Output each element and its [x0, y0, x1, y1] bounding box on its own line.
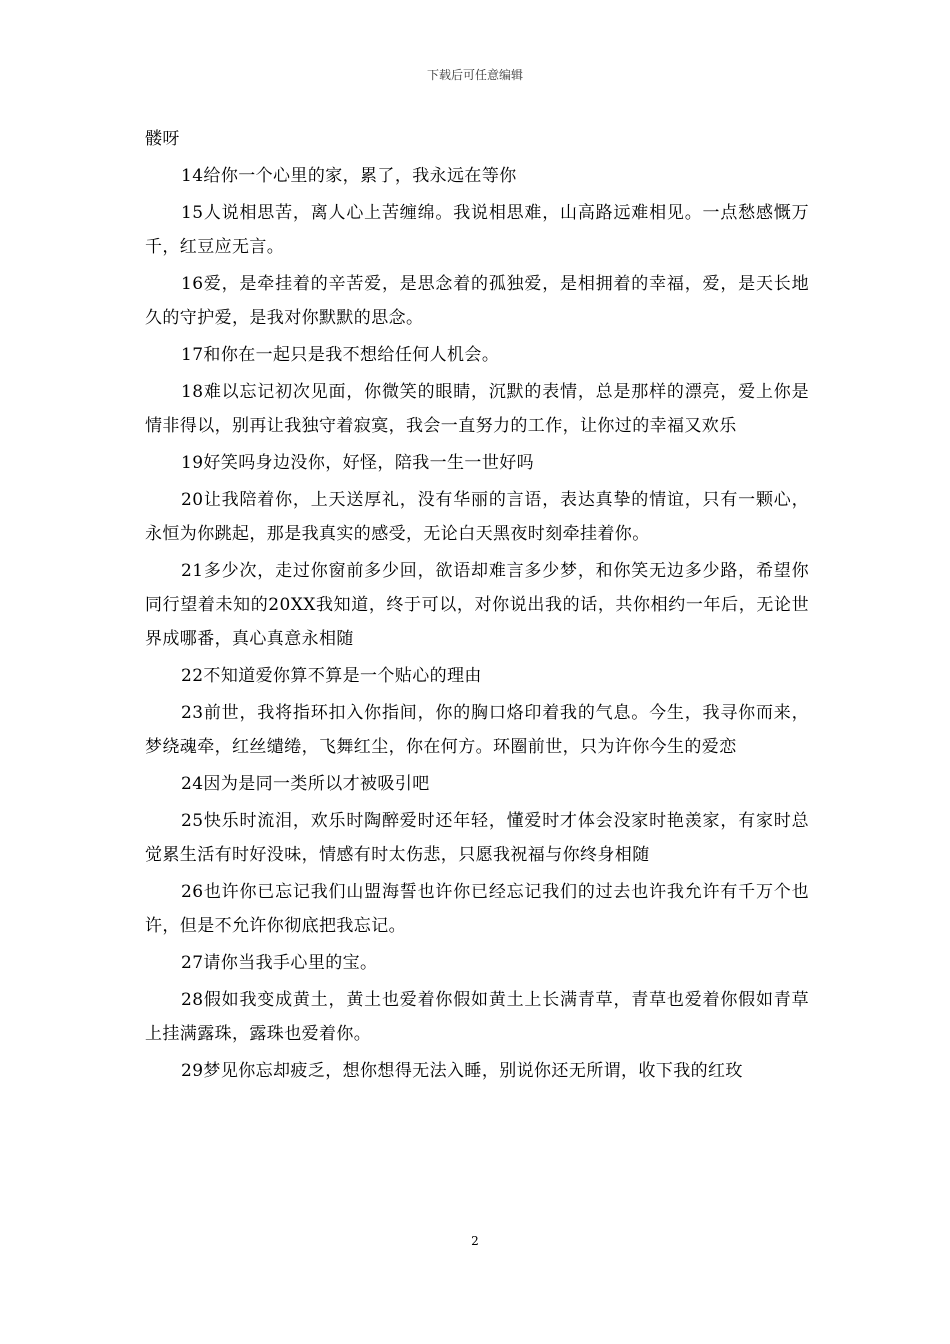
page-number: 2 — [471, 1234, 479, 1248]
paragraph-19: 19好笑吗身边没你，好怪，陪我一生一世好吗 — [181, 453, 535, 473]
paragraph-26: 26也许你已忘记我们山盟海誓也许你已经忘记我们的过去也许我允许有千万个也许，但是不允许你彻底把我忘记。 — [145, 882, 809, 936]
paragraph-17: 17和你在一起只是我不想给任何人机会。 — [181, 345, 500, 365]
paragraph-28: 28假如我变成黄土，黄土也爱着你假如黄土上长满青草，青草也爱着你假如青草上挂满露珠，露珠也爱着你。 — [145, 990, 809, 1044]
paragraph-15: 15人说相思苦，离人心上苦缠绵。我说相思难，山高路远难相见。一点愁感慨万千，红豆应无言。 — [145, 203, 809, 257]
paragraph-18: 18难以忘记初次见面，你微笑的眼睛，沉默的表情，总是那样的漂亮，爱上你是情非得以，别再让我独守着寂寞，我会一直努力的工作，让你过的幸福又欢乐 — [145, 382, 809, 436]
paragraph-25: 25快乐时流泪，欢乐时陶醉爱时还年轻，懂爱时才体会没家时艳羡家，有家时总觉累生活有时好没味，情感有时太伤悲，只愿我祝福与你终身相随 — [145, 811, 809, 865]
paragraph-23: 23前世，我将指环扣入你指间，你的胸口烙印着我的气息。今生，我寻你而来，梦绕魂牵，红丝缱绻，飞舞红尘，你在何方。环圈前世，只为许你今生的爱恋 — [145, 703, 809, 757]
paragraph-14: 14给你一个心里的家，累了，我永远在等你 — [181, 166, 517, 186]
paragraph-27: 27请你当我手心里的宝。 — [181, 953, 378, 973]
document-body — [145, 122, 809, 1091]
paragraph-29: 29梦见你忘却疲乏，想你想得无法入睡，别说你还无所谓，收下我的红玫 — [181, 1061, 743, 1081]
paragraph-16: 16爱，是牵挂着的辛苦爱，是思念着的孤独爱，是相拥着的幸福，爱，是天长地久的守护爱，是我对你默默的思念。 — [145, 274, 809, 328]
paragraph-20: 20让我陪着你，上天送厚礼，没有华丽的言语，表达真挚的情谊，只有一颗心，永恒为你跳起，那是我真实的感受，无论白天黑夜时刻牵挂着你。 — [145, 490, 809, 544]
paragraph-24: 24因为是同一类所以才被吸引吧 — [181, 774, 430, 794]
page-header: 下载后可任意编辑 — [426, 68, 523, 82]
paragraph-continuation: 髅呀 — [145, 129, 180, 149]
paragraph-22: 22不知道爱你算不算是一个贴心的理由 — [181, 666, 482, 686]
paragraph-21: 21多少次，走过你窗前多少回，欲语却难言多少梦，和你笑无边多少路，希望你同行望着未知的20XX我知道，终于可以，对你说出我的话，共你相约一年后，无论世界成哪番，真心真意永相随 — [145, 561, 809, 649]
